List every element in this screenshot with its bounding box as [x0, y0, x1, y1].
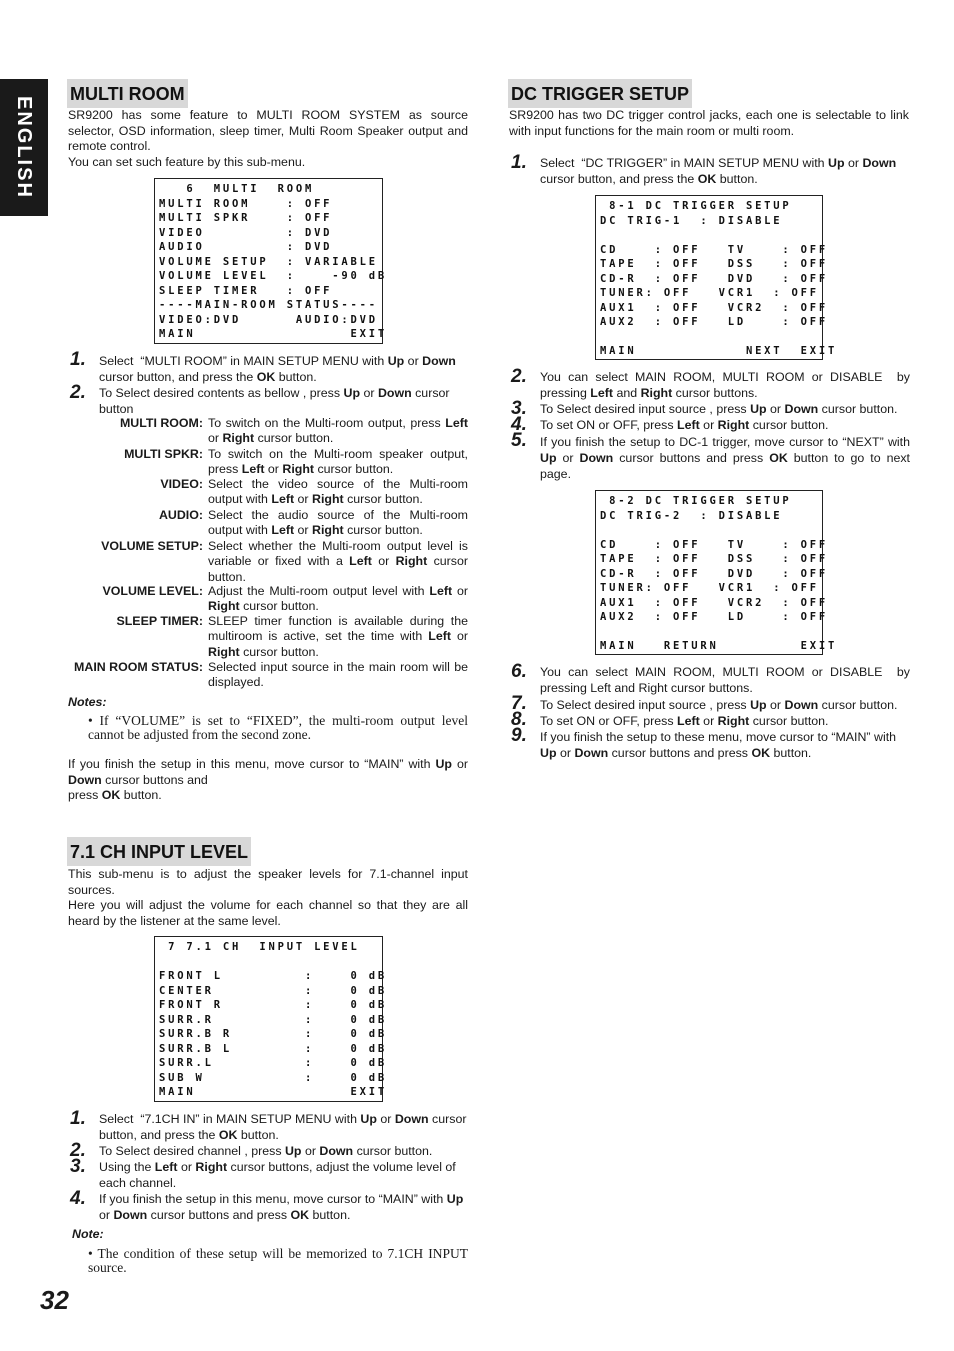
- dc-step-8: To set ON or OFF, press Left or Right cursor button.: [540, 714, 829, 728]
- ch71-osd-screen: [154, 936, 388, 1102]
- step-number: 1.: [511, 152, 527, 173]
- definition-row: [60, 477, 468, 508]
- osd-line: [600, 523, 818, 538]
- osd-line: SURR.R : 0 dB: [159, 1013, 388, 1026]
- osd-line: TAPE : OFF DSS : OFF: [600, 258, 829, 270]
- step-number: 2.: [70, 1140, 86, 1161]
- osd-line: 6 MULTI ROOM: [159, 183, 315, 195]
- ch71-intro-text-2: Here you will adjust the volume for each channel so that they are all heard by the listener at the same level.: [68, 898, 468, 928]
- osd-line: MAIN EXIT: [159, 1086, 388, 1098]
- step-number: 2.: [511, 366, 527, 387]
- ch71-note: • The condition of these setup will be memorized to 7.1CH INPUT source.: [88, 1246, 468, 1275]
- osd-line: VOLUME SETUP : VARIABLE: [159, 255, 378, 268]
- definition-row: [60, 539, 468, 585]
- ch71-intro: [68, 867, 468, 929]
- dc-trigger-intro: SR9200 has two DC trigger control jacks, each one is selectable to link with input functions for the main room or multi room.: [509, 108, 909, 138]
- language-tab: ENGLISH: [0, 79, 48, 216]
- osd-line: MAIN NEXT EXIT: [600, 345, 838, 357]
- step-number: 5.: [511, 430, 527, 451]
- osd-line: AUDIO : DVD: [159, 241, 333, 253]
- definition-row: [60, 584, 468, 615]
- step-number: 1.: [70, 1108, 86, 1129]
- osd-line: [600, 228, 818, 243]
- osd-line: [600, 330, 818, 345]
- definition-desc: Select the video source of the Multi-room output with Left or Right cursor button.: [208, 477, 468, 507]
- definition-term: MULTI SPKR:: [124, 447, 203, 461]
- definition-term: VOLUME SETUP:: [101, 539, 203, 553]
- osd-line: CD-R : OFF DVD : OFF: [600, 272, 829, 285]
- osd-line: 8-1 DC TRIGGER SETUP: [600, 200, 792, 212]
- osd-line: TUNER: OFF VCR1 : OFF: [600, 287, 819, 299]
- osd-line: MAIN EXIT: [159, 328, 388, 340]
- osd-line: VOLUME LEVEL : -90 dB: [159, 270, 388, 282]
- osd-line: 7 7.1 CH INPUT LEVEL: [159, 941, 360, 953]
- multi-room-intro-text-2: You can set such feature by this sub-menu.: [68, 154, 306, 169]
- osd-line: AUX1 : OFF VCR2 : OFF: [600, 596, 829, 609]
- definition-term: MULTI ROOM:: [119, 416, 203, 430]
- step-number: 3.: [511, 398, 527, 419]
- osd-line: VIDEO:DVD AUDIO:DVD: [159, 313, 378, 326]
- dc-step-6: You can select MAIN ROOM, MULTI ROOM or DISABLE by pressing Left and Right cursor buttons.: [540, 665, 910, 695]
- ch71-step-1: Select “7.1CH IN” in MAIN SETUP MENU with Up or Down cursor button, and press the OK button.: [99, 1112, 467, 1142]
- osd-line: 8-2 DC TRIGGER SETUP: [600, 495, 792, 507]
- osd-line: CD-R : OFF DVD : OFF: [600, 567, 829, 580]
- step-number: 4.: [70, 1188, 86, 1209]
- osd-line: MULTI SPKR : OFF: [159, 212, 333, 224]
- dc-trigger-heading: DC TRIGGER SETUP: [508, 79, 692, 108]
- multi-room-intro: [68, 108, 468, 170]
- dc-step-7: To Select desired input source , press Up or Down cursor button.: [540, 698, 898, 712]
- dc-step-4: To set ON or OFF, press Left or Right cursor button.: [540, 418, 829, 432]
- osd-line: CENTER : 0 dB: [159, 984, 388, 997]
- dc-trigger-1-osd-screen: [595, 195, 838, 360]
- osd-line: AUX2 : OFF LD : OFF: [600, 316, 829, 328]
- definition-term: SLEEP TIMER:: [116, 614, 203, 628]
- multi-room-finish: If you finish the setup in this menu, move cursor to “MAIN” with Up or Down cursor buttons and press OK button.: [68, 757, 468, 802]
- multi-room-note-text: If “VOLUME” is set to “FIXED”, the multi-room output level cannot be adjusted from the second zone.: [88, 713, 468, 742]
- dc-step-9: If you finish the setup to these menu, move cursor to “MAIN” with Up or Down cursor buttons and press OK button.: [540, 730, 897, 760]
- multi-room-osd-screen: [154, 178, 388, 344]
- osd-line: CD : OFF TV : OFF: [600, 243, 829, 256]
- definition-term: MAIN ROOM STATUS:: [74, 660, 203, 674]
- definition-row: [60, 416, 468, 447]
- ch71-step-4: If you finish the setup in this menu, move cursor to “MAIN” with Up or Down cursor buttons and press OK button.: [99, 1192, 464, 1222]
- dc-step-3: To Select desired input source , press Up or Down cursor button.: [540, 402, 898, 416]
- osd-line: FRONT R : 0 dB: [159, 999, 388, 1011]
- definition-desc: Selected input source in the main room will be displayed.: [208, 660, 468, 690]
- ch71-heading: 7.1 CH INPUT LEVEL: [67, 837, 251, 866]
- definition-desc: To switch on the Multi-room speaker output, press Left or Right cursor button.: [208, 447, 468, 477]
- dc-step-2: You can select MAIN ROOM, MULTI ROOM or DISABLE by pressing Left and Right cursor buttons.: [540, 370, 910, 400]
- osd-line: CD : OFF TV : OFF: [600, 538, 829, 551]
- notes-heading: Notes:: [68, 695, 107, 709]
- ch71-step-2: To Select desired channel , press Up or Down cursor button.: [99, 1144, 433, 1158]
- dc-trigger-2-osd-screen: [595, 490, 838, 655]
- step-number: 9.: [511, 725, 527, 746]
- step-number: 3.: [70, 1156, 86, 1177]
- multi-room-heading: MULTI ROOM: [67, 79, 188, 108]
- ch71-step-3: Using the Left or Right cursor buttons, adjust the volume level of each channel.: [99, 1160, 456, 1190]
- definition-row: [60, 447, 468, 478]
- osd-line: MULTI ROOM : OFF: [159, 197, 333, 210]
- osd-line: TAPE : OFF DSS : OFF: [600, 553, 829, 565]
- dc-step-1: Select “DC TRIGGER” in MAIN SETUP MENU with Up or Down cursor button, and press the OK button.: [540, 156, 897, 186]
- osd-line: [600, 625, 818, 640]
- ch71-intro-text: This sub-menu is to adjust the speaker levels for 7.1-channel input sources.: [68, 867, 468, 897]
- multi-room-step-2: To Select desired contents as bellow , press Up or Down cursor button: [99, 386, 450, 416]
- definition-term: AUDIO:: [158, 508, 203, 522]
- dc-step-5: If you finish the setup to DC-1 trigger, move cursor to “NEXT” with Up or Down cursor buttons and press OK button to go to next page.: [540, 435, 910, 481]
- osd-line: ----MAIN-ROOM STATUS----: [159, 299, 378, 311]
- ch71-note-text: The condition of these setup will be memorized to 7.1CH INPUT source.: [88, 1246, 468, 1275]
- definition-term: VOLUME LEVEL:: [102, 584, 203, 598]
- osd-line: TUNER: OFF VCR1 : OFF: [600, 582, 819, 594]
- osd-line: SURR.L : 0 dB: [159, 1057, 388, 1069]
- osd-line: SURR.B L : 0 dB: [159, 1042, 388, 1055]
- note-heading: Note:: [72, 1227, 104, 1241]
- osd-line: MAIN RETURN EXIT: [600, 640, 838, 652]
- osd-line: DC TRIG-2 : DISABLE: [600, 509, 783, 522]
- step-number: 4.: [511, 414, 527, 435]
- step-number: 7.: [511, 693, 527, 714]
- osd-line: FRONT L : 0 dB: [159, 970, 388, 982]
- definition-row: [60, 660, 468, 691]
- step-number: 6.: [511, 661, 527, 682]
- definition-desc: To switch on the Multi-room output, press Left or Right cursor button.: [208, 416, 468, 446]
- osd-line: [159, 955, 378, 970]
- multi-room-step-1: Select “MULTI ROOM” in MAIN SETUP MENU with Up or Down cursor button, and press the OK button.: [99, 354, 456, 384]
- osd-line: SLEEP TIMER : OFF: [159, 284, 333, 297]
- multi-room-intro-text: SR9200 has some feature to MULTI ROOM SYSTEM as source selector, OSD information, sleep timer, Multi Room Speaker output and remote control.: [68, 108, 468, 153]
- definition-term: VIDEO:: [160, 477, 203, 491]
- osd-line: SUB W : 0 dB: [159, 1071, 388, 1084]
- definition-desc: SLEEP timer function is available during the multiroom is active, set the time with Left or Right cursor button.: [208, 614, 468, 659]
- definition-row: [60, 614, 468, 660]
- definition-row: [60, 508, 468, 539]
- osd-line: AUX2 : OFF LD : OFF: [600, 611, 829, 623]
- definition-desc: Select whether the Multi-room output level is variable or fixed with a Left or Right cursor button.: [208, 539, 468, 584]
- osd-line: AUX1 : OFF VCR2 : OFF: [600, 301, 829, 314]
- step-number: 1.: [70, 349, 86, 370]
- osd-line: VIDEO : DVD: [159, 226, 333, 239]
- osd-line: DC TRIG-1 : DISABLE: [600, 214, 783, 227]
- step-number: 8.: [511, 709, 527, 730]
- definition-desc: Adjust the Multi-room output level with Left or Right cursor button.: [208, 584, 468, 614]
- osd-line: SURR.B R : 0 dB: [159, 1028, 388, 1040]
- definition-desc: Select the audio source of the Multi-room output with Left or Right cursor button.: [208, 508, 468, 538]
- step-number: 2.: [70, 382, 86, 403]
- page-number: 32: [40, 1285, 69, 1315]
- multi-room-note: • If “VOLUME” is set to “FIXED”, the multi-room output level cannot be adjusted from the second zone.: [88, 713, 468, 742]
